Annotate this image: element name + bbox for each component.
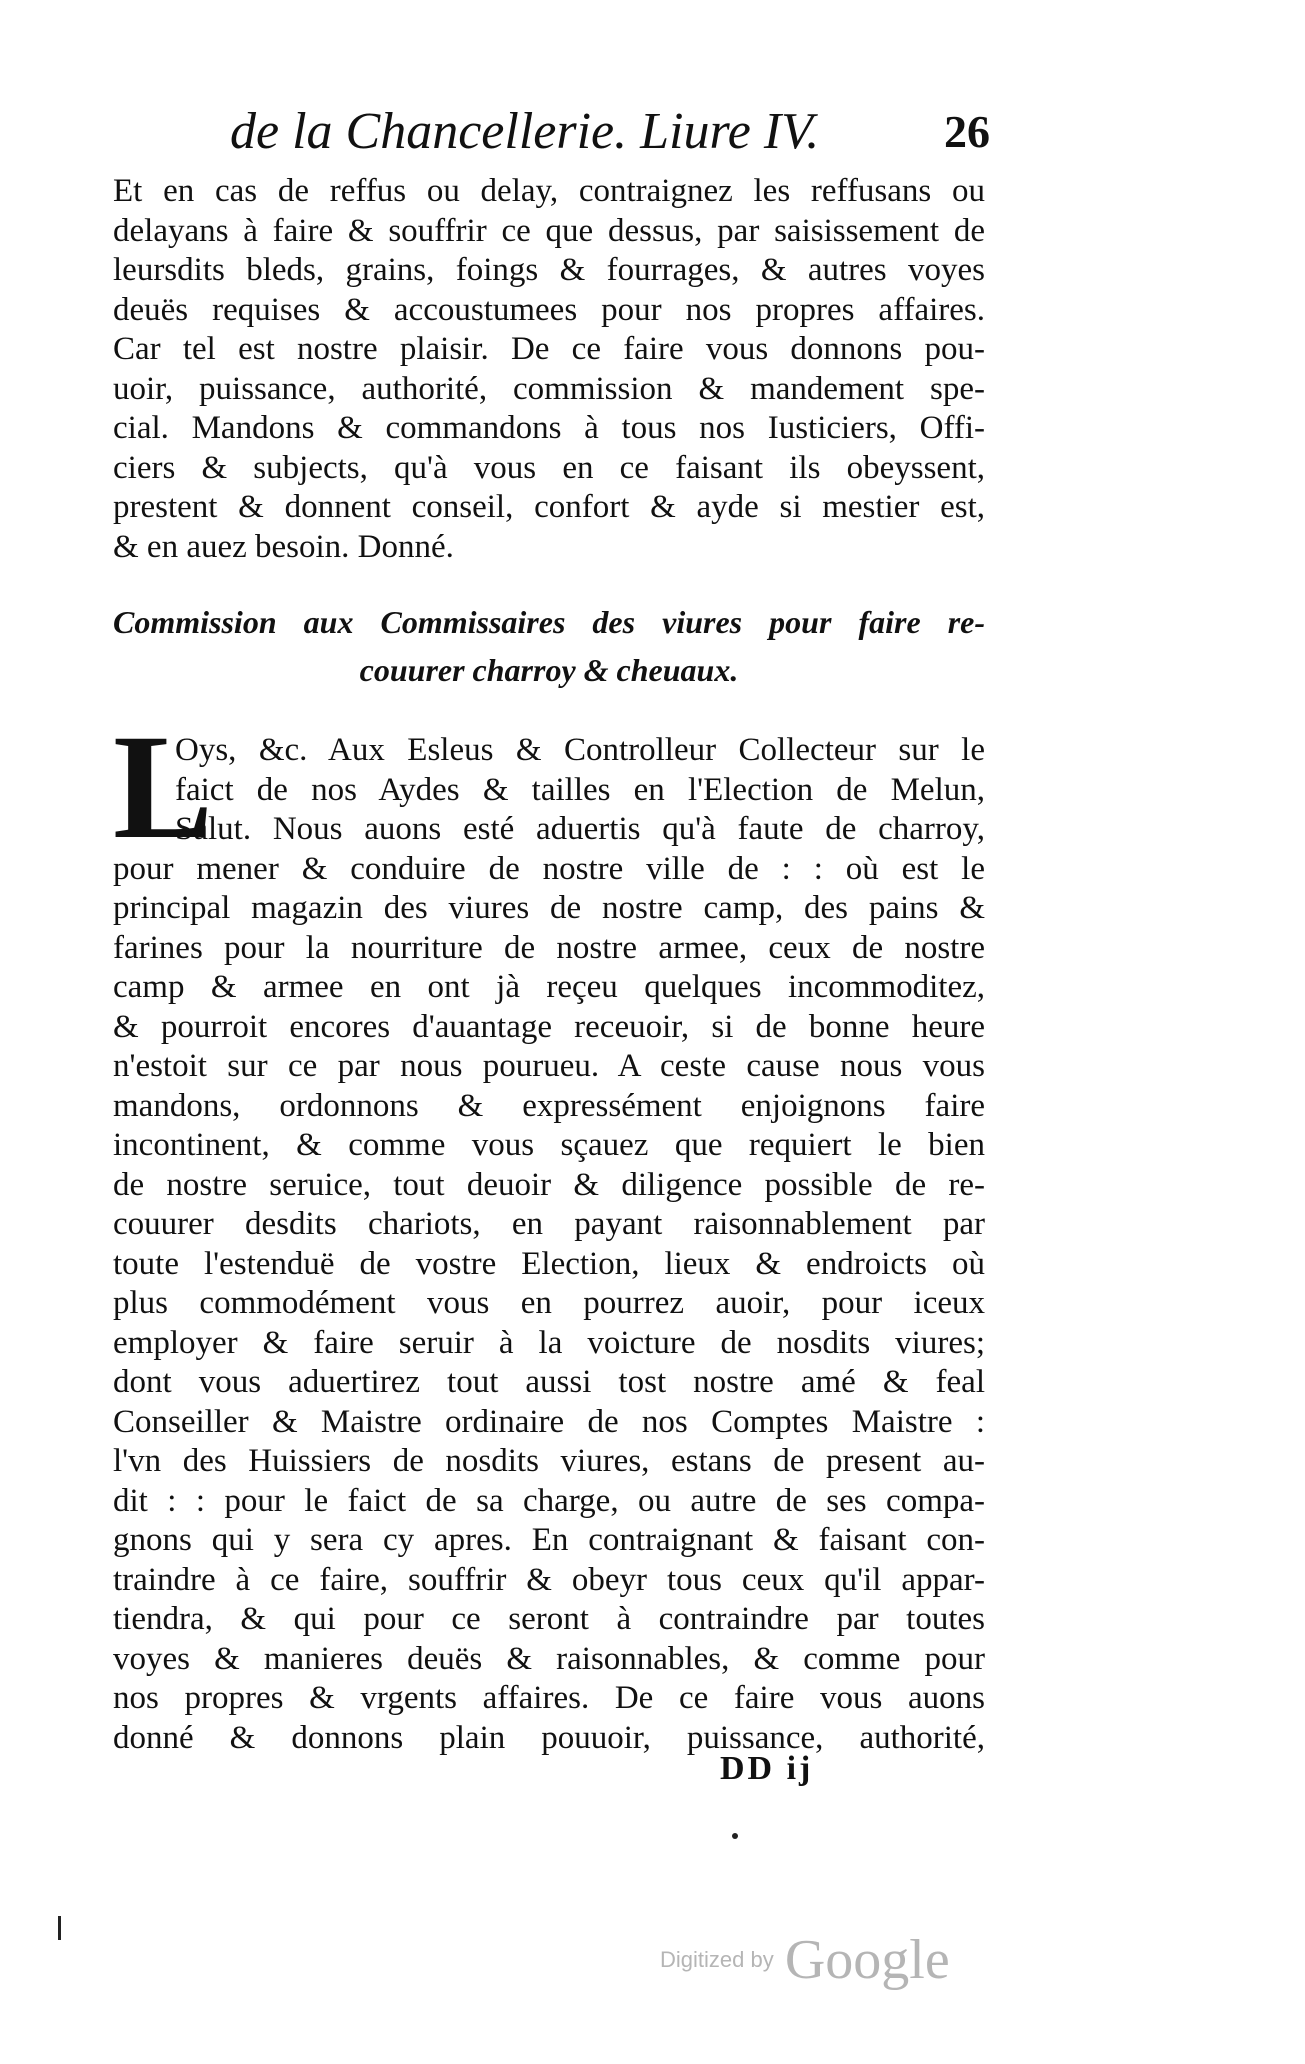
text-line: deuës requises & accoustumees pour nos propres affaires. (113, 291, 985, 328)
paragraph-body (113, 731, 985, 1758)
heading-line: Commission aux Commissaires des viures pour faire re- (113, 604, 985, 640)
text-line: dont vous aduertirez tout aussi tost nostre amé & feal (113, 1364, 985, 1400)
text-line: Salut. Nous auons esté aduertis qu'à faute de charroy, (175, 811, 985, 847)
text-line: principal magazin des viures de nostre camp, des pains & (113, 890, 985, 926)
paragraph-continuation (113, 172, 985, 567)
margin-mark (58, 1916, 61, 1940)
text-line: incontinent, & comme vous sçauez que requiert le bien (113, 1127, 985, 1163)
text-line: prestent & donnent conseil, confort & ayde si mestier est, (113, 489, 985, 525)
text-line: mandons, ordonnons & expressément enjoignons faire (113, 1087, 985, 1124)
text-line: delayans à faire & souffrir ce que dessus, par saisissement de (113, 212, 985, 249)
text-line: voyes & manieres deuës & raisonnables, & comme pour (113, 1640, 985, 1677)
text-line: Conseiller & Maistre ordinaire de nos Comptes Maistre : (113, 1403, 985, 1440)
text-line: Car tel est nostre plaisir. De ce faire vous donnons pou- (113, 331, 985, 367)
text-line: farines pour la nourriture de nostre armee, ceux de nostre (113, 929, 985, 966)
running-head-title: de la Chancellerie. Liure IV. (230, 103, 820, 160)
text-line: ciers & subjects, qu'à vous en ce faisant ils obeyssent, (113, 449, 985, 486)
signature-mark: DD ij (720, 1750, 814, 1787)
text-line: tiendra, & qui pour ce seront à contraindre par toutes (113, 1601, 985, 1637)
text-line: pour mener & conduire de nostre ville de : : où est le (113, 850, 985, 887)
text-line: traindre à ce faire, souffrir & obeyr tous ceux qu'il appar- (113, 1561, 985, 1598)
text-line: camp & armee en ont jà reçeu quelques incommoditez, (113, 969, 985, 1005)
text-line: nos propres & vrgents affaires. De ce faire vous auons (113, 1680, 985, 1716)
text-line: couurer desdits chariots, en payant raisonnablement par (113, 1206, 985, 1242)
text-line: cial. Mandons & commandons à tous nos Iusticiers, Offi- (113, 410, 985, 446)
drop-cap: L (113, 704, 214, 870)
text-line: de nostre seruice, tout deuoir & diligence possible de re- (113, 1166, 985, 1203)
text-line: toute l'estenduë de vostre Election, lieux & endroicts où (113, 1245, 985, 1282)
text-line: Et en cas de reffus ou delay, contraignez les reffusans ou (113, 173, 985, 209)
heading-line: couurer charroy & cheuaux. (359, 652, 739, 688)
text-line: employer & faire seruir à la voicture de nosdits viures; (113, 1324, 985, 1361)
google-logo: Google (784, 1929, 950, 1991)
text-line: Oys, &c. Aux Esleus & Controlleur Collecteur sur le (175, 732, 985, 768)
text-line: l'vn des Huissiers de nosdits viures, estans de present au- (113, 1443, 985, 1479)
section-heading (113, 598, 985, 694)
text-line: dit : : pour le faict de sa charge, ou autre de ses compa- (113, 1482, 985, 1519)
text-line: leursdits bleds, grains, foings & fourrages, & autres voyes (113, 252, 985, 288)
page-number: 26 (944, 106, 990, 157)
text-line: faict de nos Aydes & tailles en l'Election de Melun, (175, 771, 985, 808)
text-line: uoir, puissance, authorité, commission & mandement spe- (113, 370, 985, 407)
ink-dot (732, 1833, 738, 1839)
text-line: & pourroit encores d'auantage receuoir, si de bonne heure (113, 1008, 985, 1045)
text-line: & en auez besoin. Donné. (113, 528, 454, 565)
text-line: donné & donnons plain pouuoir, puissance, authorité, (113, 1719, 985, 1756)
text-line: gnons qui y sera cy apres. En contraignant & faisant con- (113, 1522, 985, 1558)
text-line: plus commodément vous en pourrez auoir, pour iceux (113, 1285, 985, 1321)
text-line: n'estoit sur ce par nous pourueu. A ceste cause nous vous (113, 1048, 985, 1084)
google-watermark (660, 1928, 950, 1998)
watermark-prefix: Digitized by (660, 1947, 774, 1972)
running-head (230, 100, 990, 164)
